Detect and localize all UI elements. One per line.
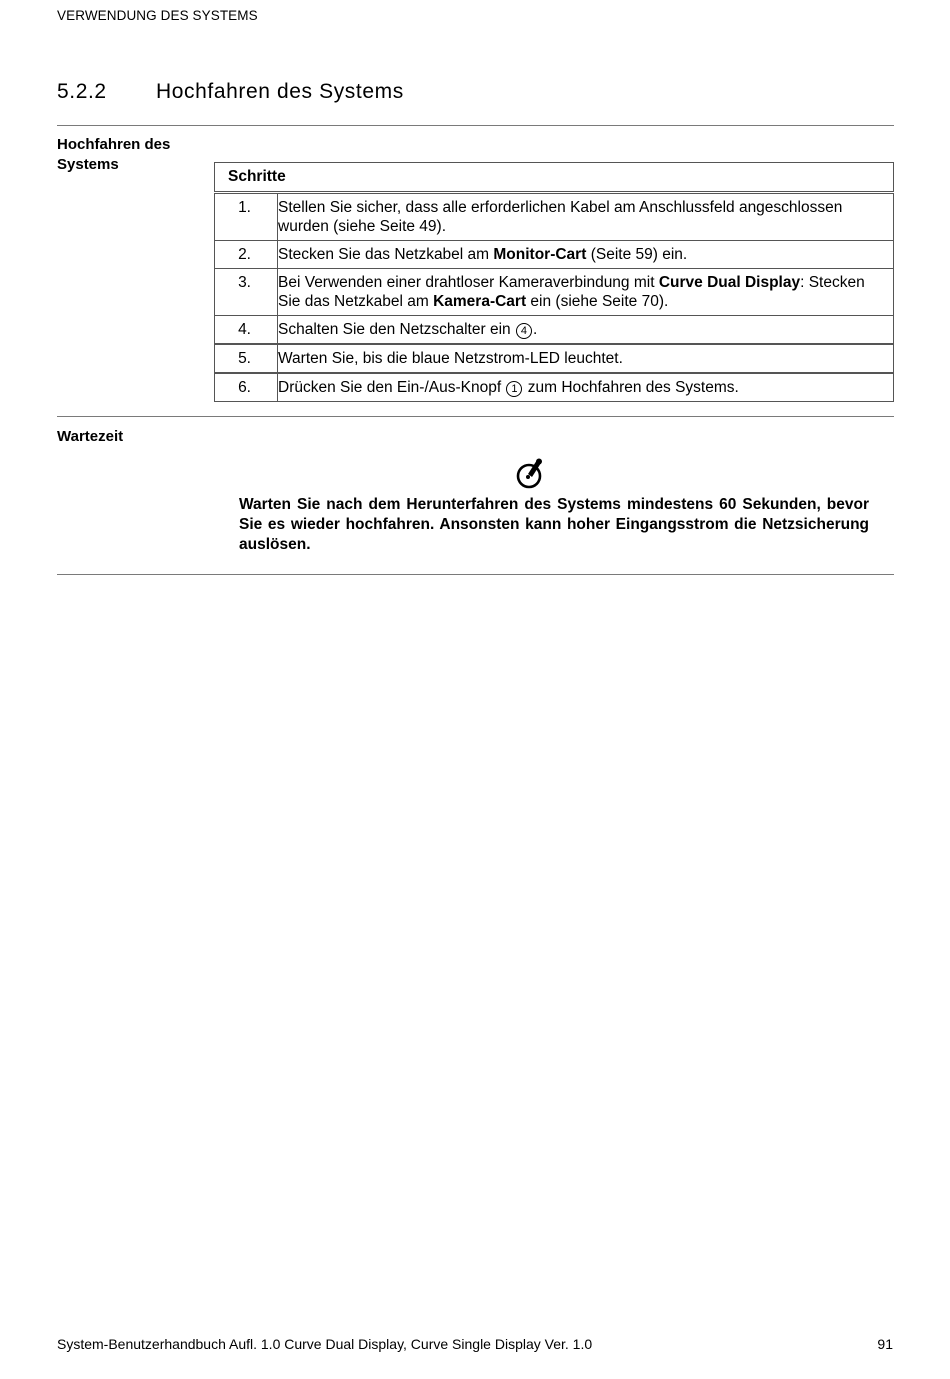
wait-label: Wartezeit: [57, 428, 124, 445]
divider-bottom: [57, 574, 894, 575]
bold-term: Curve Dual Display: [658, 274, 801, 291]
divider-top: [57, 125, 894, 126]
footer-manual-title: System-Benutzerhandbuch Aufl. 1.0 Curve Dual Display, Curve Single Display Ver. 1.0: [57, 1336, 593, 1352]
step-row: [215, 269, 894, 316]
bold-term: Monitor-Cart: [493, 246, 587, 263]
section-heading: [57, 80, 404, 104]
wait-note: Warten Sie nach dem Herunterfahren des Systems mindestens 60 Sekunden, bevor Sie es wieder hochfahren. Ansonsten kann hoher Eingangsstrom die Netzsicherung auslösen.: [239, 496, 869, 553]
step-text-part: Bei Verwenden einer drahtloser Kameraverbindung mit: [278, 274, 659, 291]
step-number: 6.: [215, 373, 278, 402]
note-pen-icon: [516, 458, 544, 490]
divider-middle: [57, 416, 894, 417]
step-text-part: zum Hochfahren des Systems.: [523, 379, 739, 396]
step-row: [215, 344, 894, 373]
step-text: [278, 269, 894, 316]
step-text: [278, 241, 894, 269]
running-header: VERWENDUNG DES SYSTEMS: [57, 8, 258, 23]
step-text-part: Drücken Sie den Ein-/Aus-Knopf: [278, 379, 506, 396]
bold-term: Kamera-Cart: [433, 293, 527, 310]
step-text-part: .: [532, 321, 538, 338]
step-text-part: Warten Sie, bis die blaue Netzstrom-LED leuchtet.: [278, 350, 623, 367]
section-title: Hochfahren des Systems: [156, 80, 404, 103]
circled-number: 1: [506, 381, 522, 397]
step-text: [278, 193, 894, 241]
startup-label: Hochfahren des Systems: [57, 136, 171, 173]
steps-table: [214, 162, 894, 402]
step-text: [278, 344, 894, 373]
section-number: 5.2.2: [57, 80, 107, 103]
circled-number: 4: [516, 323, 532, 339]
step-text-part: Schalten Sie den Netzschalter ein: [278, 321, 515, 338]
step-row: [215, 241, 894, 269]
step-text-part: Stecken Sie das Netzkabel am: [278, 246, 494, 263]
step-row: [215, 193, 894, 241]
step-text-part: (Seite 59) ein.: [586, 246, 688, 263]
footer-page-number: 91: [877, 1336, 893, 1352]
step-number: 2.: [215, 241, 278, 269]
step-number: 4.: [215, 316, 278, 345]
step-text: [278, 373, 894, 402]
step-number: 3.: [215, 269, 278, 316]
step-row: [215, 316, 894, 345]
steps-body: [215, 193, 894, 402]
step-row: [215, 373, 894, 402]
step-text-part: Stellen Sie sicher, dass alle erforderlichen Kabel am Anschlussfeld angeschlossen wurden (siehe Seite 49).: [278, 199, 843, 235]
step-number: 1.: [215, 193, 278, 241]
step-text: [278, 316, 894, 345]
step-text-part: ein (siehe Seite 70).: [526, 293, 669, 310]
step-text-part: : Stecken Sie das Netzkabel am: [278, 274, 865, 310]
step-number: 5.: [215, 344, 278, 373]
steps-table-header: Schritte: [215, 163, 894, 193]
